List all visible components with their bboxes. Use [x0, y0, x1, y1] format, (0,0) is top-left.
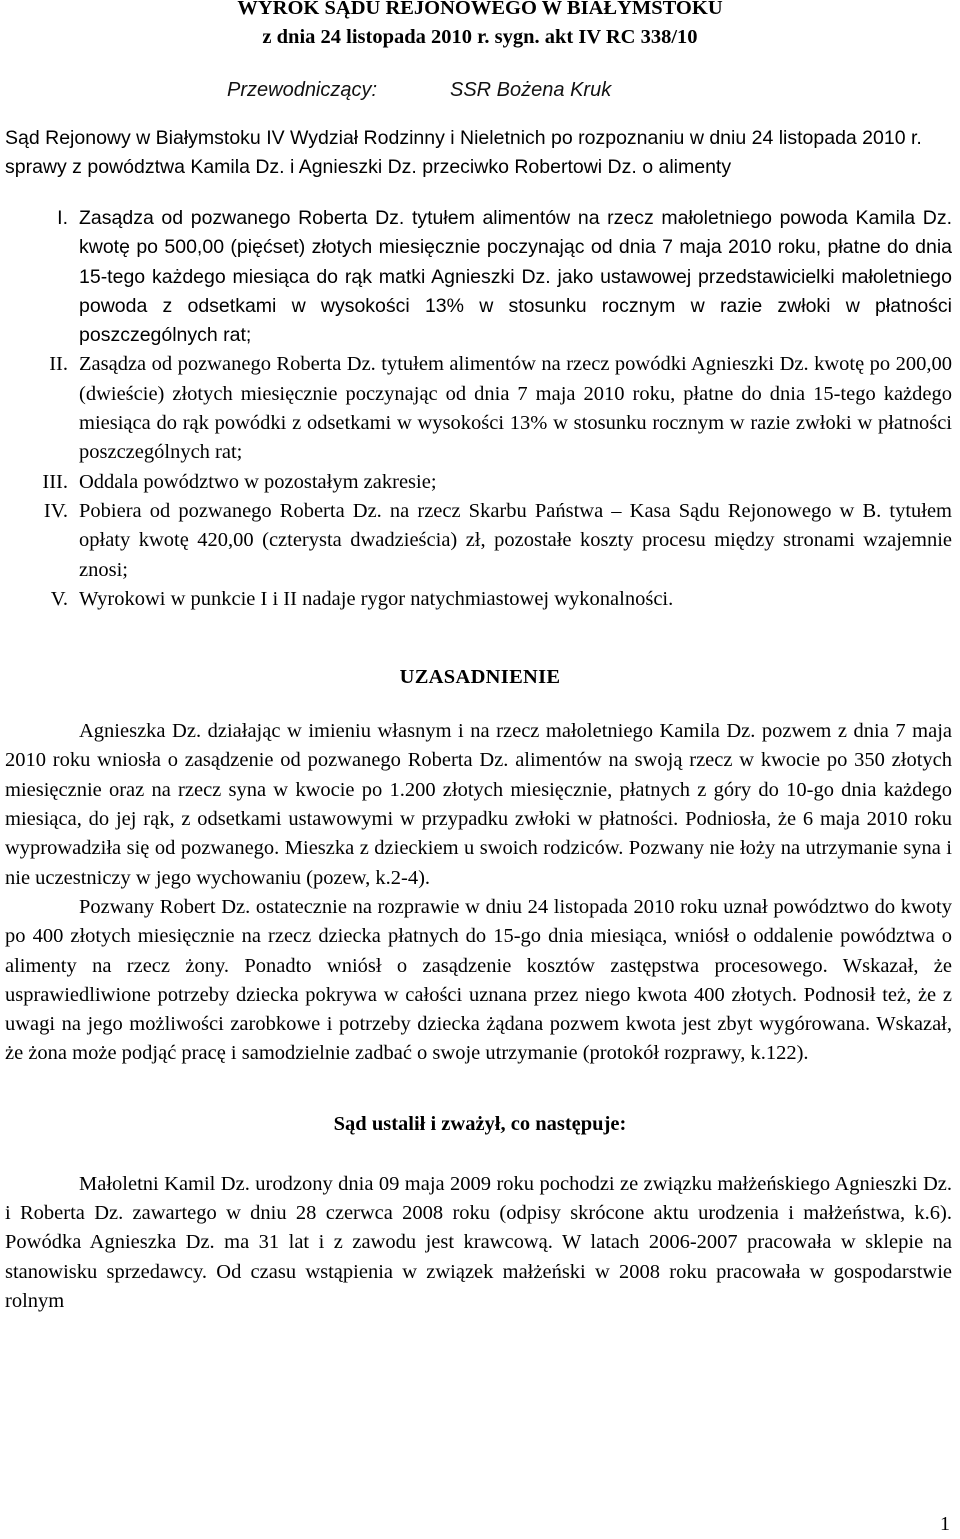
verdict-list: [0, 204, 960, 614]
verdict-item-text: Pobiera od pozwanego Roberta Dz. na rzecz Skarbu Państwa – Kasa Sądu Rejonowego w B. tytułem opłaty kwotę 420,00 (czterysta dwadzieścia) zł, pozostałe koszty procesu między stronami wzajemnie znosi;: [79, 499, 952, 581]
verdict-item-number: I.: [57, 207, 68, 229]
verdict-item: [0, 468, 960, 497]
verdict-item-number: V.: [50, 587, 68, 610]
judgment-date-and-case-number: z dnia 24 listopada 2010 r. sygn. akt IV RC 338/10: [262, 26, 698, 48]
findings-heading: Sąd ustalił i zważył, co następuje:: [333, 1112, 627, 1135]
verdict-item: [0, 497, 960, 585]
presiding-judge-name: SSR Bożena Kruk: [450, 79, 612, 101]
findings-paragraph: Małoletni Kamil Dz. urodzony dnia 09 maja 2009 roku pochodzi ze związku małżeńskiego Agnieszki Dz. i Roberta Dz. zawartego w dniu 28 czerwca 2008 roku (odpisy skrócone aktu urodzenia i małżeństwa, k.6). Powódka Agnieszka Dz. ma 31 lat i z zawodu jest krawcową. W latach 2006-2007 pracowała w sklepie na stanowisku sprzedawcy. Od czasu wstąpienia w związek małżeński w 2008 roku pracowała w gospodarstwie rolnym: [5, 1172, 952, 1312]
intro-paragraph: Sąd Rejonowy w Białymstoku IV Wydział Rodzinny i Nieletnich po rozpoznaniu w dniu 24 listopada 2010 r. sprawy z powództwa Kamila Dz. i Agnieszki Dz. przeciwko Robertowi Dz. o alimenty: [5, 127, 922, 178]
justification-heading: UZASADNIENIE: [399, 666, 561, 689]
verdict-item: [0, 204, 960, 350]
judgment-header: [0, 0, 960, 52]
justification-paragraph: Pozwany Robert Dz. ostatecznie na rozprawie w dniu 24 listopada 2010 roku uznał powództwo do kwoty po 400 złotych miesięcznie na rzecz dziecka płatnych do 15-go dnia miesiąca, wniósł o oddalenie powództwa o alimenty na rzecz żony. Ponadto wniósł o zasądzenie kosztów zastępstwa procesowego. Wskazał, że usprawiedliwione potrzeby dziecka pokrywa w całości uznana przez niego kwota 400 złotych. Podnosił też, że z uwagi na jego możliwości zarobkowe i potrzeby dziecka żądana pozwem kwota jest zbyt wygórowana. Wskazał, że żona może podjąć pracę i samodzielnie zadbać o swoje utrzymanie (protokół rozprawy, k.122).: [5, 895, 952, 1065]
verdict-item-number: IV.: [43, 499, 68, 522]
verdict-item-text: Zasądza od pozwanego Roberta Dz. tytułem alimentów na rzecz małoletniego powoda Kamila Dz. kwotę po 500,00 (pięćset) złotych miesięcznie poczynając od dnia 7 maja 2010 roku, płatne do dnia 15-tego każdego miesiąca do rąk matki Agnieszki Dz. jako ustawowej przedstawicielki małoletniego powoda z odsetkami w wysokości 13% w stosunku rocznym w razie zwłoki w płatności poszczególnych rat;: [79, 207, 952, 347]
verdict-item-number: II.: [49, 353, 68, 376]
verdict-item-text: Wyrokowi w punkcie I i II nadaje rygor natychmiastowej wykonalności.: [79, 587, 674, 610]
verdict-item-text: Zasądza od pozwanego Roberta Dz. tytułem alimentów na rzecz powódki Agnieszki Dz. kwotę po 200,00 (dwieście) złotych miesięcznie poczynając od dnia 7 maja 2010 roku, płatne do dnia 15-tego każdego miesiąca do rąk powódki z odsetkami w wysokości 13% w stosunku rocznym w razie zwłoki w płatności poszczególnych rat;: [79, 353, 952, 464]
verdict-item: [0, 350, 960, 467]
justification-paragraph: Agnieszka Dz. działając w imieniu własnym i na rzecz małoletniego Kamila Dz. pozwem z dnia 7 maja 2010 roku wniosła o zasądzenie od pozwanego Roberta Dz. alimentów na swoją rzecz w kwocie po 350 złotych miesięcznie oraz na rzecz syna w kwocie po 1.200 złotych miesięcznie, płatnych z góry do 10-go dnia każdego miesiąca, do jej rąk, z odsetkami ustawowymi w przypadku zwłoki w płatności. Podniosła, że 6 maja 2010 roku wyprowadziła się od pozwanego. Mieszka z dzieckiem u swoich rodziców. Pozwany nie łoży na utrzymanie syna i nie uczestniczy w jego wychowaniu (pozew, k.2-4).: [5, 720, 952, 889]
verdict-item: [0, 585, 960, 614]
presiding-judge: [0, 76, 960, 106]
verdict-item-text: Oddala powództwo w pozostałym zakresie;: [79, 470, 437, 493]
presiding-judge-label: Przewodniczący:: [227, 79, 378, 101]
verdict-item-number: III.: [42, 470, 68, 493]
page-number: 1: [940, 1513, 950, 1535]
judgment-title: WYROK SĄDU REJONOWEGO W BIAŁYMSTOKU: [237, 0, 723, 19]
